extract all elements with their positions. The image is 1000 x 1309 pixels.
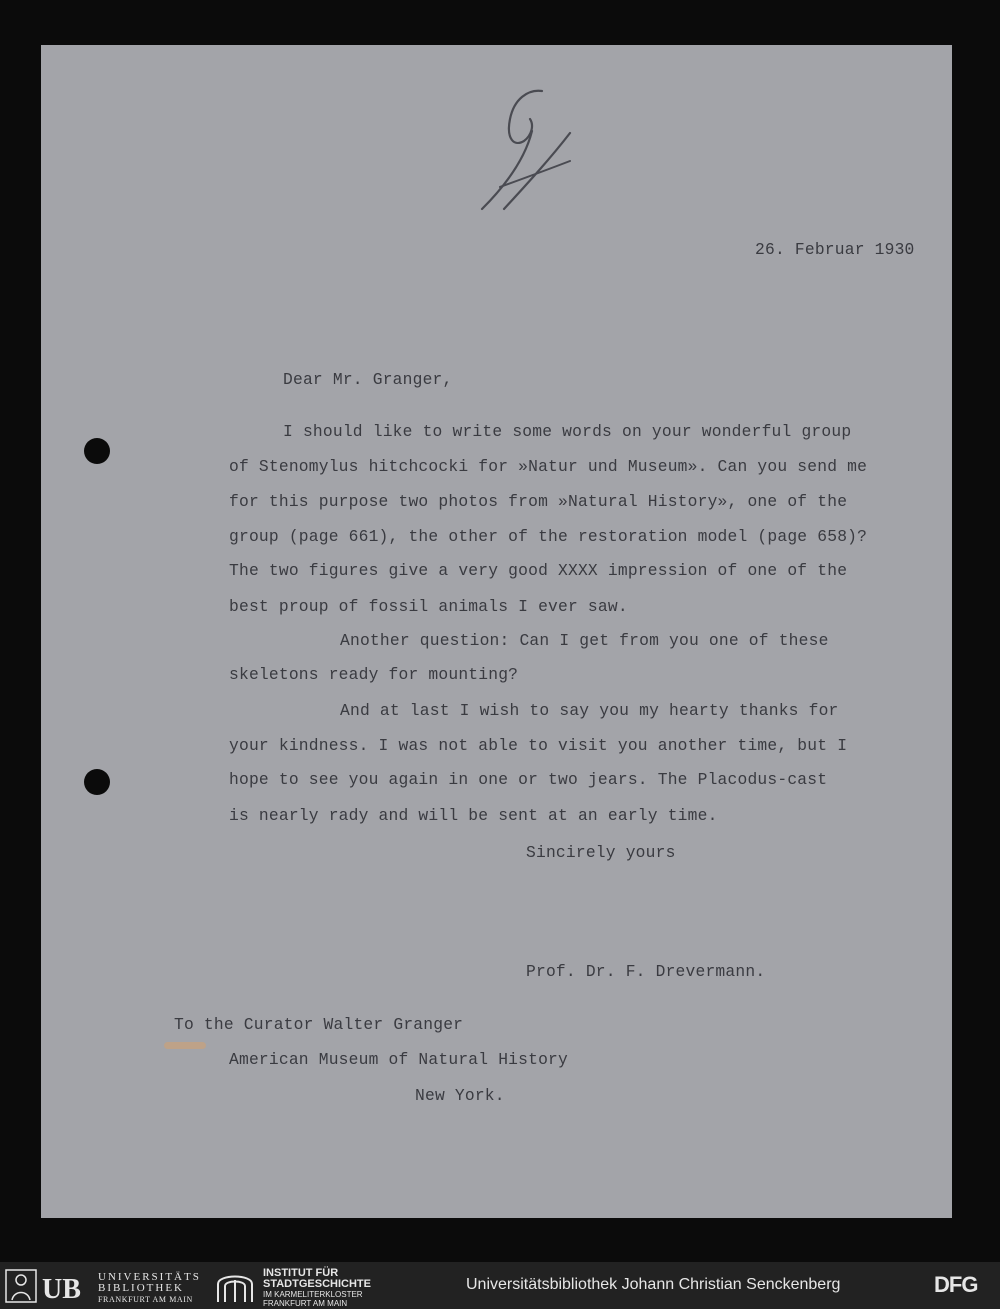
library-name: Universitätsbibliothek Johann Christian Senckenberg: [466, 1276, 841, 1293]
letter-salutation: Dear Mr. Granger,: [283, 370, 453, 389]
letter-date: 26. Februar 1930: [755, 240, 915, 259]
address-line: To the Curator Walter Granger: [174, 1015, 464, 1034]
body-line: of Stenomylus hitchcocki for »Natur und Museum». Can you send me: [229, 457, 868, 476]
letter-closing: Sincirely yours: [526, 843, 676, 862]
body-line: The two figures give a very good XXXX impression of one of the: [229, 561, 848, 580]
ink-smudge: [164, 1042, 206, 1049]
body-line: for this purpose two photos from »Natural History», one of the: [229, 492, 848, 511]
body-line: is nearly rady and will be sent at an early time.: [229, 806, 718, 825]
address-line: American Museum of Natural History: [229, 1050, 568, 1069]
body-line: Another question: Can I get from you one of these: [340, 631, 829, 650]
body-line: hope to see you again in one or two jears. The Placodus-cast: [229, 770, 828, 789]
inst-line: INSTITUT FÜR: [263, 1267, 339, 1279]
institute-arch-icon: [214, 1268, 256, 1304]
body-line: group (page 661), the other of the restoration model (page 658)?: [229, 527, 868, 546]
body-line: skeletons ready for mounting?: [229, 665, 519, 684]
ub-line: FRANKFURT AM MAIN: [98, 1295, 193, 1304]
institute-wordmark: [263, 1268, 371, 1308]
body-line: And at last I wish to say you my hearty thanks for: [340, 701, 839, 720]
body-line: best proup of fossil animals I ever saw.: [229, 597, 628, 616]
inst-line: STADTGESCHICHTE: [263, 1278, 371, 1290]
ub-line: BIBLIOTHEK: [98, 1282, 184, 1294]
svg-text:UB: UB: [42, 1274, 81, 1304]
inst-line: FRANKFURT AM MAIN: [263, 1299, 348, 1308]
body-line: your kindness. I was not able to visit you another time, but I: [229, 736, 848, 755]
ub-line: UNIVERSITÄTS: [98, 1271, 201, 1283]
inst-line: IM KARMELITERKLOSTER: [263, 1290, 363, 1299]
ub-logo-icon: [4, 1268, 94, 1304]
footer-bar: [0, 1262, 1000, 1309]
address-line: New York.: [415, 1086, 505, 1105]
punch-hole-top: [84, 438, 110, 464]
letter-signature: Prof. Dr. F. Drevermann.: [526, 962, 766, 981]
handwritten-initials-mark: [470, 85, 580, 215]
body-line: I should like to write some words on your wonderful group: [283, 422, 852, 441]
punch-hole-bottom: [84, 769, 110, 795]
ub-wordmark: [98, 1272, 201, 1305]
dfg-logo: DFG: [934, 1272, 978, 1297]
